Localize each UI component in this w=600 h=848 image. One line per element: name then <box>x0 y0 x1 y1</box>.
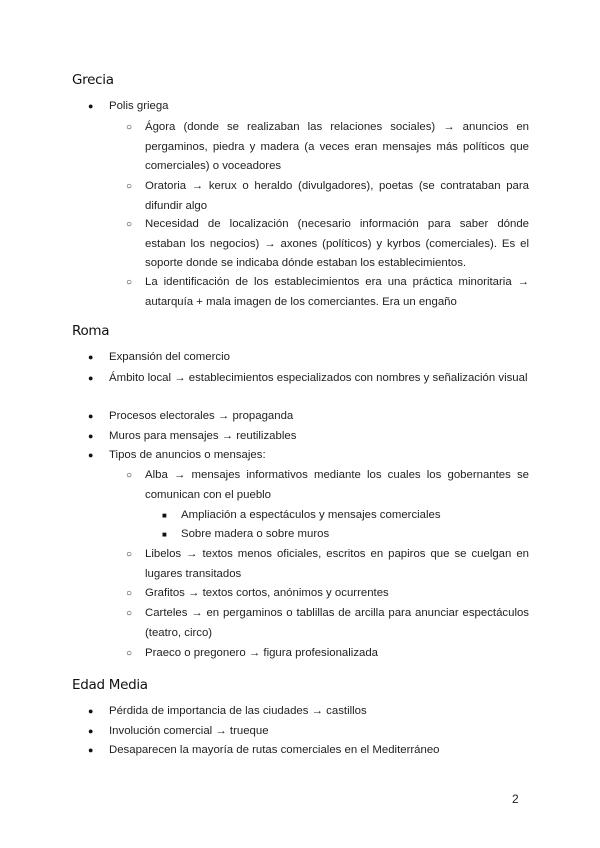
list-item-text: Alba → mensajes informativos mediante los cuales los gobernantes se comunican con el pueblo <box>145 469 529 501</box>
bullet-circle: ○ <box>126 588 133 599</box>
bullet-disc: ● <box>88 352 94 362</box>
list-item-text: Ampliación a espectáculos y mensajes comerciales <box>181 509 441 521</box>
bullet-circle: ○ <box>126 470 133 481</box>
list-item-text: Pérdida de importancia de las ciudades → castillos <box>109 705 367 717</box>
list-item-text: Ágora (donde se realizaban las relaciones sociales) → anuncios en pergaminos, piedra y madera (a veces eran mensajes más políticos que comerciales) o voceadores <box>145 121 529 172</box>
bullet-circle: ○ <box>126 122 133 133</box>
bullet-circle: ○ <box>126 648 133 659</box>
page-number: 2 <box>512 792 519 806</box>
list-item-text: Polis griega <box>109 100 169 112</box>
list-item-text: Ámbito local → establecimientos especializados con nombres y señalización visual <box>109 372 528 384</box>
list-item-text: Tipos de anuncios o mensajes: <box>109 449 266 461</box>
list-item-text: Necesidad de localización (necesario información para saber dónde estaban los negocios) → axones (políticos) y kyrbos (comerciales). Es el soporte donde se indicaba dónde estaban los establecimientos. <box>145 218 529 269</box>
bullet-disc: ● <box>88 411 94 421</box>
bullet-circle: ○ <box>126 219 133 230</box>
section-heading-grecia: Grecia <box>72 72 114 88</box>
bullet-disc: ● <box>88 431 94 441</box>
bullet-circle: ○ <box>126 549 133 560</box>
list-item-text: Libelos → textos menos oficiales, escritos en papiros que se cuelgan en lugares transitados <box>145 548 529 580</box>
list-item-text: Muros para mensajes → reutilizables <box>109 430 297 442</box>
list-item-text: Sobre madera o sobre muros <box>181 528 330 540</box>
bullet-disc: ● <box>88 373 94 383</box>
bullet-circle: ○ <box>126 608 133 619</box>
bullet-square: ■ <box>162 511 167 520</box>
list-item-text: Oratoria → kerux o heraldo (divulgadores), poetas (se contrataban para difundir algo <box>145 180 529 212</box>
bullet-square: ■ <box>162 530 167 539</box>
list-item-text: Praeco o pregonero → figura profesionalizada <box>145 647 379 659</box>
list-item-text: Involución comercial → trueque <box>109 725 269 737</box>
list-item-text: Procesos electorales → propaganda <box>109 410 294 422</box>
list-item-text: Carteles → en pergaminos o tablillas de arcilla para anunciar espectáculos (teatro, circo) <box>145 607 529 639</box>
section-heading-roma: Roma <box>72 323 110 339</box>
list-item-text: La identificación de los establecimientos era una práctica minoritaria → autarquía + mala imagen de los comerciantes. Era un engaño <box>145 276 529 308</box>
list-item-text: Expansión del comercio <box>109 351 230 363</box>
bullet-disc: ● <box>88 726 94 736</box>
list-item-text: Desaparecen la mayoría de rutas comerciales en el Mediterráneo <box>109 744 440 756</box>
bullet-disc: ● <box>88 706 94 716</box>
section-heading-edad-media: Edad Media <box>72 677 148 693</box>
bullet-disc: ● <box>88 745 94 755</box>
bullet-disc: ● <box>88 450 94 460</box>
bullet-circle: ○ <box>126 181 133 192</box>
bullet-circle: ○ <box>126 277 133 288</box>
bullet-disc: ● <box>88 101 94 111</box>
list-item-text: Grafitos → textos cortos, anónimos y ocurrentes <box>145 587 389 599</box>
